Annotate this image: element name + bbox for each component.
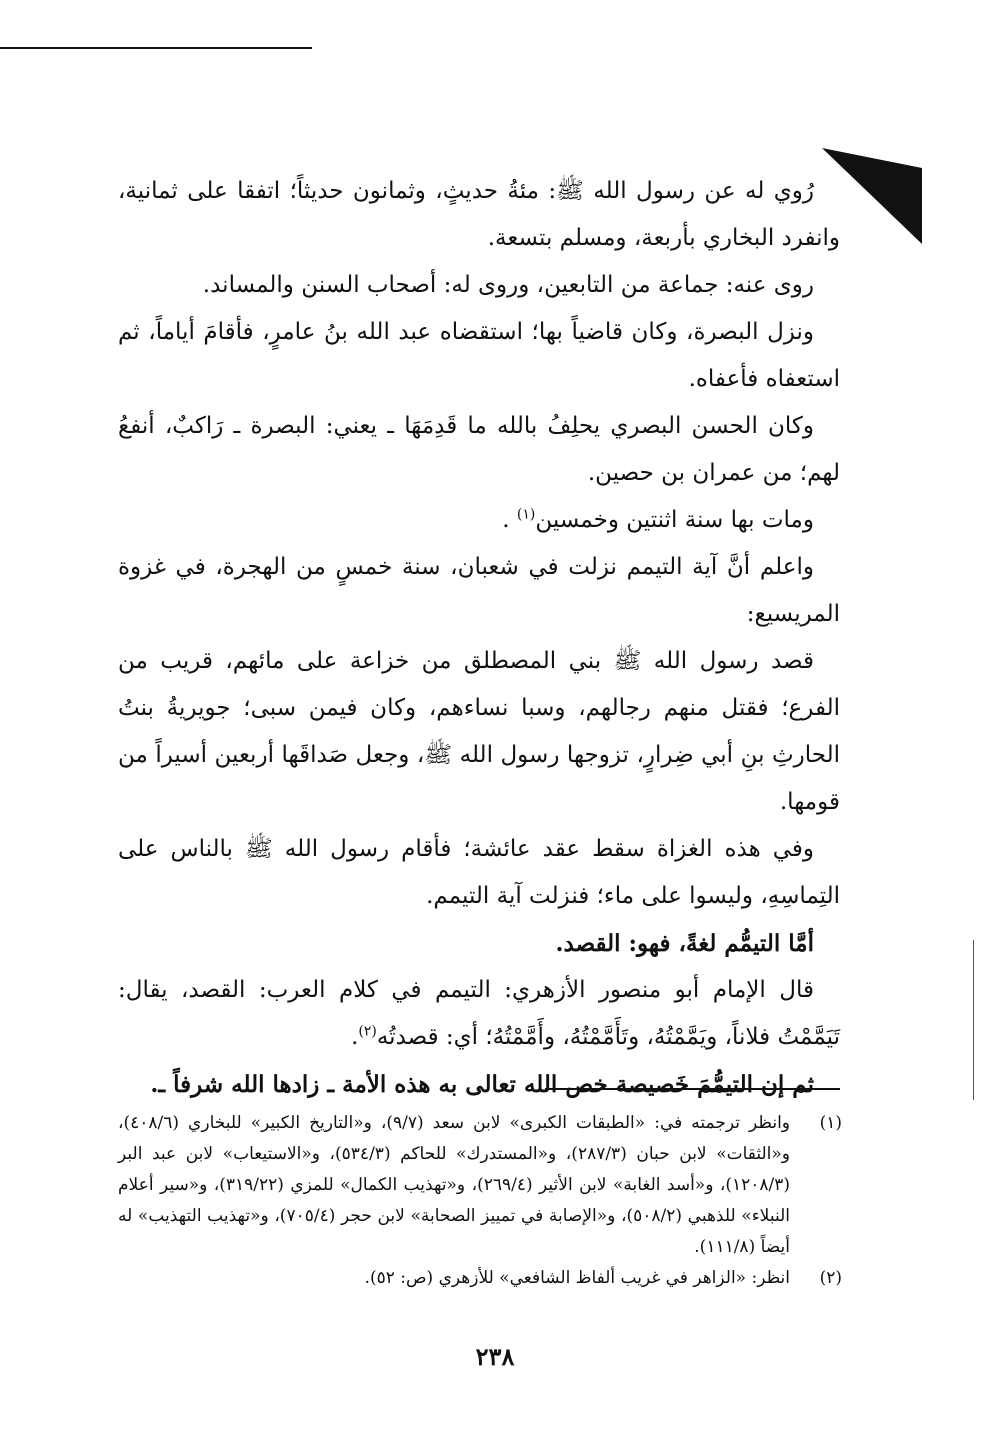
azhari-text: قال الإمام أبو منصور الأزهري: التيمم في كلام العرب: القصد، يقال: تَيَمَّمْتُ فلاناً، ويَمَّمْتُهُ، وتَأَمَّمْتُهُ، وأَمَّمْتُهُ؛ أي: قصدتُه (118, 977, 840, 1050)
paragraph-basra: ونزل البصرة، وكان قاضياً بها؛ استقضاه عبد الله بنُ عامرٍ، فأقامَ أياماً، ثم استعفاه فأعفاه. (118, 319, 840, 392)
header-rule (0, 47, 312, 49)
margin-rule (973, 940, 974, 1100)
footnote-number: (٢) (819, 1268, 842, 1288)
footnote-ref-1: (١) (516, 506, 536, 523)
death-period: . (502, 507, 510, 533)
footnote-ref-2: (٢) (358, 1023, 377, 1040)
azhari-period: . (351, 1024, 359, 1050)
paragraph-aisha-necklace: وفي هذه الغزاة سقط عقد عائشة؛ فأقام رسول الله ﷺ بالناس على التِماسِهِ، وليسوا على ماء؛ فنزلت آية التيمم. (118, 836, 840, 909)
paragraph-specialty: ثم إن التيمُّمَ خَصيصة خص الله تعالى به هذه الأمة ـ زادها الله شرفاً ـ. (150, 1071, 814, 1098)
paragraph-narrators: روى عنه: جماعة من التابعين، وروى له: أصحاب السنن والمساند. (202, 272, 814, 298)
footnote-text: انظر: «الزاهر في غريب ألفاظ الشافعي» للأزهري (ص: ٥٢). (364, 1268, 790, 1288)
paragraph-hadith-count: رُوي له عن رسول الله ﷺ: مئةُ حديثٍ، وثمانون حديثاً؛ اتفقا على ثمانية، وانفرد البخاري بأربعة، ومسلم بتسعة. (118, 178, 840, 251)
paragraph-definition-heading: أمَّا التيمُّم لغةً، فهو: القصد. (555, 930, 814, 957)
main-text (118, 168, 840, 1108)
death-text: ومات بها سنة اثنتين وخمسين (535, 507, 814, 533)
footnotes (118, 1108, 842, 1294)
paragraph-tayammum-verse: واعلم أنَّ آية التيمم نزلت في شعبان، سنة خمسٍ من الهجرة، في غزوة المريسيع: (118, 554, 840, 627)
footnote-text: وانظر ترجمته في: «الطبقات الكبرى» لابن سعد (٩/٧)، و«التاريخ الكبير» للبخاري (٤٠٨/٦)، و«الثقات» لابن حبان (٢٨٧/٣)، و«المستدرك» للحاكم (٥٣٤/٣)، و«الاستيعاب» لابن عبد البر (١٢٠٨/٣)، و«أسد الغابة» لابن الأثير (٢٦٩/٤)، و«تهذيب الكمال» للمزي (٣١٩/٢٢)، و«سير أعلام النبلاء» للذهبي (٥٠٨/٢)، و«الإصابة في تمييز الصحابة» لابن حجر (٧٠٥/٤)، و«تهذيب التهذيب» له أيضاً (١١١/٨). (118, 1113, 791, 1257)
footnote-separator (545, 1088, 840, 1090)
paragraph-bani-mustaliq: قصد رسول الله ﷺ بني المصطلق من خزاعة على مائهم، قريب من الفرع؛ فقتل منهم رجالهم، وسبا نساءهم، وكان فيمن سبى؛ جويريةُ بنتُ الحارثِ بنِ أبي ضِرارٍ، تزوجها رسول الله ﷺ، وجعل صَداقَها أربعين أسيراً من قومها. (118, 648, 840, 815)
paragraph-azhari (118, 967, 840, 1061)
footnote-1 (118, 1108, 842, 1263)
footnote-2 (118, 1263, 842, 1294)
paragraph-hasan-basri: وكان الحسن البصري يحلِفُ بالله ما قَدِمَهَا ـ يعني: البصرة ـ رَاكبٌ، أنفعُ لهم؛ من عمران بن حصين. (118, 413, 840, 486)
page-number: ٢٣٨ (475, 1342, 515, 1371)
footnote-number: (١) (819, 1113, 842, 1133)
paragraph-death (118, 497, 840, 544)
